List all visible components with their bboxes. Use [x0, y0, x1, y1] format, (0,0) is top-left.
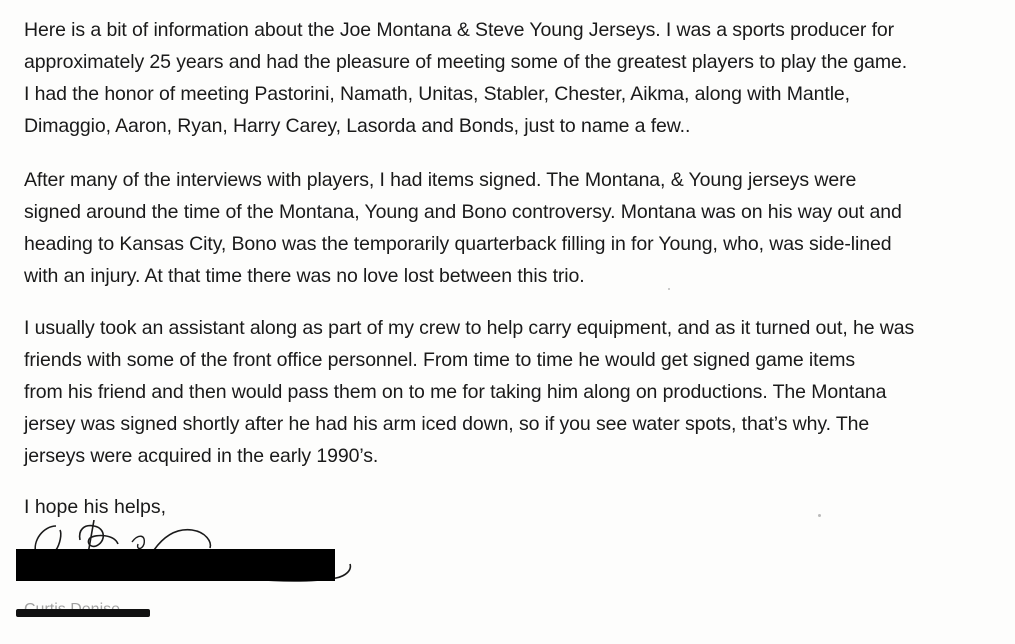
- text-line: jerseys were acquired in the early 1990’s.: [24, 445, 379, 467]
- paper-speck: [818, 514, 821, 517]
- paper-speck: [668, 288, 670, 290]
- letter-body: [24, 14, 1009, 543]
- printed-name-redaction: [16, 603, 150, 621]
- text-line: signed around the time of the Montana, Young and Bono controversy. Montana was on his way out and: [24, 201, 902, 223]
- text-line: jersey was signed shortly after he had his arm iced down, so if you see water spots, that’s why. The: [24, 413, 870, 435]
- text-line: from his friend and then would pass them on to me for taking him along on productions. The Montana: [24, 381, 887, 403]
- name-strike-bar: [16, 609, 150, 617]
- signature-redaction-bar: [16, 549, 335, 581]
- text-line: I usually took an assistant along as part of my crew to help carry equipment, and as it turned out, he was: [24, 317, 915, 339]
- text-line: I had the honor of meeting Pastorini, Namath, Unitas, Stabler, Chester, Aikma, along with Mantle,: [24, 83, 850, 105]
- paragraph-provenance: [24, 312, 1009, 472]
- text-line: with an injury. At that time there was no love lost between this trio.: [24, 265, 585, 287]
- text-line: Dimaggio, Aaron, Ryan, Harry Carey, Lasorda and Bonds, just to name a few..: [24, 115, 691, 137]
- text-line: heading to Kansas City, Bono was the temporarily quarterback filling in for Young, who, was side-lined: [24, 233, 892, 255]
- paragraph-intro: [24, 14, 1009, 142]
- text-line: Here is a bit of information about the Joe Montana & Steve Young Jerseys. I was a sports producer for: [24, 19, 895, 41]
- closing-line: I hope his helps,: [24, 496, 167, 518]
- text-line: friends with some of the front office personnel. From time to time he would get signed game items: [24, 349, 856, 371]
- text-line: approximately 25 years and had the pleasure of meeting some of the greatest players to play the game.: [24, 51, 908, 73]
- paragraph-signing: [24, 164, 1009, 292]
- text-line: After many of the interviews with players, I had items signed. The Montana, & Young jerseys were: [24, 169, 857, 191]
